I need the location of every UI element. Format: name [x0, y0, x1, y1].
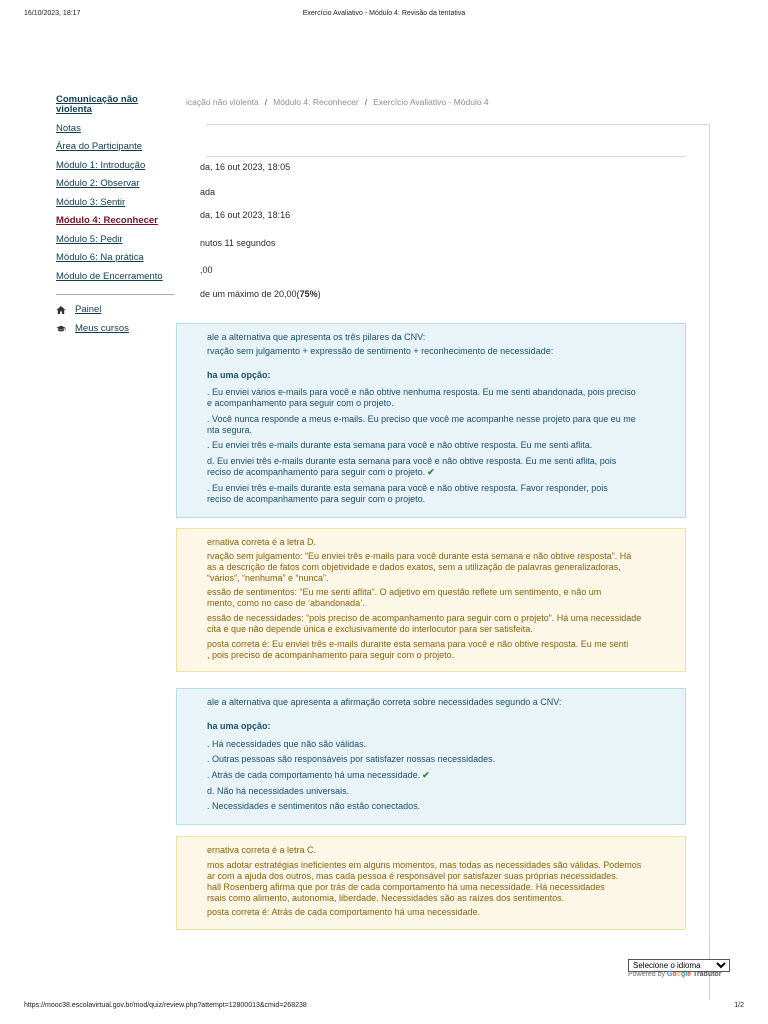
f1-line-1: ernativa correta é a letra D.: [207, 537, 317, 547]
f1-line-3: as a descrição de fatos com objetividade e dados exatos, sem a utilização de palavras generalizadoras,: [207, 562, 621, 572]
f1-line-6: mento, como no caso de ‘abandonada’.: [207, 598, 365, 608]
nav-item-modulo-2[interactable]: Módulo 2: Observar: [56, 178, 140, 189]
summary-divider: [206, 156, 686, 157]
question-1: [176, 323, 686, 518]
f2-line-6: posta correta é: Atrás de cada comportamento há uma necessidade.: [207, 907, 481, 917]
painel-link[interactable]: Painel: [75, 303, 102, 315]
f2-line-1: ernativa correta é a letra C.: [207, 845, 317, 855]
print-page-number: 1/2: [734, 1002, 744, 1009]
nav-painel[interactable]: [56, 305, 176, 315]
q2-option-e[interactable]: . Necessidades e sentimentos não estão conectados.: [207, 801, 421, 811]
breadcrumb-module[interactable]: Módulo 4: Reconhecer: [273, 97, 359, 107]
summary-state: ada: [200, 187, 216, 197]
q1-option-a[interactable]: . Eu enviei vários e-mails para você e não obtive nenhuma resposta. Eu me senti abandonada, pois preciso: [207, 387, 636, 397]
summary-marks: ,00: [200, 265, 213, 275]
print-footer: [24, 1002, 744, 1009]
tradutor-link[interactable]: Tradutor: [693, 971, 722, 978]
f1-line-8: cita e que não depende única e exclusivamente do interlocutor para ser satisfeita.: [207, 624, 533, 634]
main-content: [186, 90, 711, 950]
f1-line-2: rvação sem julgamento: “Eu enviei três e-mails para você durante esta semana e não obtive resposta”. Há: [207, 551, 632, 561]
q1-option-e-cont: reciso de acompanhamento para seguir com o projeto.: [207, 494, 426, 504]
f1-line-5: essão de sentimentos: “Eu me senti aflita”. O adjetivo em questão reflete um sentimento, e não um: [207, 587, 602, 597]
q1-prompt: ha uma opção:: [207, 370, 271, 380]
nav-item-modulo-5[interactable]: Módulo 5: Pedir: [56, 233, 123, 245]
feedback-1: [176, 528, 686, 672]
q2-text-1: ale a alternativa que apresenta a afirmação correta sobre necessidades segundo a CNV:: [207, 697, 562, 707]
f2-line-4: hall Rosenberg afirma que por trás de cada comportamento há uma necessidade. Há necessidades: [207, 882, 605, 892]
nav-divider: [56, 294, 174, 295]
check-icon: ✔: [422, 770, 430, 780]
q2-prompt: ha uma opção:: [207, 721, 271, 731]
q1-option-d-cont: reciso de acompanhamento para seguir com o projeto. ✔: [207, 467, 435, 477]
graduation-cap-icon: [56, 324, 66, 334]
nav-item-modulo-6[interactable]: Módulo 6: Na prática: [56, 252, 144, 263]
grade-percent: 75%: [299, 289, 318, 299]
q1-text-2: rvação sem julgamento + expressão de sentimento + reconhecimento de necessidade:: [207, 346, 554, 356]
f2-line-3: ar com a ajuda dos outros, mas cada pessoa é responsável por satisfazer suas próprias necessidades.: [207, 871, 619, 881]
nav-item-modulo-4[interactable]: Módulo 4: Reconhecer: [56, 215, 158, 226]
summary-time: nutos 11 segundos: [200, 238, 276, 248]
print-title: Exercício Avaliativo - Módulo 4: Revisão da tentativa: [302, 10, 466, 17]
google-logo: Google: [666, 971, 692, 978]
question-2: [176, 688, 686, 825]
nav-item-encerramento[interactable]: Módulo de Encerramento: [56, 270, 163, 282]
nav-meus-cursos[interactable]: [56, 324, 176, 334]
nav-course-title[interactable]: Comunicação não violenta: [56, 94, 138, 115]
print-url: https://mooc38.escolavirtual.gov.br/mod/quiz/review.php?attempt=12800013&cmid=268238: [24, 1002, 307, 1009]
summary-started: da, 16 out 2023, 18:05: [200, 162, 291, 172]
breadcrumb-quiz[interactable]: Exercício Avaliativo - Módulo 4: [373, 97, 489, 107]
print-header: [24, 10, 744, 24]
meus-cursos-link[interactable]: Meus cursos: [75, 322, 129, 334]
powered-by-google: Powered by Google Tradutor: [628, 971, 722, 978]
print-date: 16/10/2023, 18:17: [24, 10, 81, 17]
summary-completed: da, 16 out 2023, 18:16: [200, 210, 291, 220]
nav-item-modulo-3[interactable]: Módulo 3: Sentir: [56, 196, 126, 208]
breadcrumb: icação não violenta / Módulo 4: Reconhecer / Exercício Avaliativo - Módulo 4: [186, 97, 489, 107]
feedback-2: [176, 836, 686, 930]
nav-item-notas[interactable]: Notas: [56, 122, 81, 134]
q2-option-d[interactable]: d. Não há necessidades universais.: [207, 786, 350, 796]
home-icon: [56, 305, 66, 315]
q2-option-b[interactable]: . Outras pessoas são responsáveis por satisfazer nossas necessidades.: [207, 754, 496, 764]
f1-line-10: , pois preciso de acompanhamento para seguir com o projeto.: [207, 650, 455, 660]
q1-option-a-cont: e acompanhamento para seguir com o projeto.: [207, 398, 394, 408]
q1-option-d[interactable]: d. Eu enviei três e-mails durante esta semana para você e não obtive resposta. Eu me senti aflita, pois: [207, 456, 617, 466]
nav-item-modulo-1[interactable]: Módulo 1: Introdução: [56, 159, 146, 171]
q2-option-c[interactable]: . Atrás de cada comportamento há uma necessidade. ✔: [207, 770, 430, 780]
check-icon: ✔: [427, 467, 435, 477]
f1-line-9: posta correta é: Eu enviei três e-mails durante esta semana para você e não obtive resposta. Eu me senti: [207, 639, 629, 649]
q1-option-b-cont: nta segura.: [207, 425, 253, 435]
q1-text-1: ale a alternativa que apresenta os três pilares da CNV:: [207, 332, 426, 342]
f2-line-5: rsais como alimento, autonomia, liberdade. Necessidades são as raízes dos sentimentos.: [207, 893, 565, 903]
q1-option-c[interactable]: . Eu enviei três e-mails durante esta semana para você e não obtive resposta. Eu me senti aflita.: [207, 440, 593, 450]
q1-option-e[interactable]: . Eu enviei três e-mails durante esta semana para você e não obtive resposta. Favor responder, pois: [207, 483, 608, 493]
nav-item-area-participante[interactable]: Área do Participante: [56, 141, 143, 152]
breadcrumb-course[interactable]: icação não violenta: [186, 97, 259, 107]
course-nav: [56, 95, 176, 343]
f2-line-2: mos adotar estratégias ineficientes em alguns momentos, mas todas as necessidades são válidas. Podemos: [207, 860, 642, 870]
f1-line-4: “vários”, “nenhuma” e “nunca”.: [207, 573, 329, 583]
f1-line-7: essão de necessidades: “pois preciso de acompanhamento para seguir com o projeto”. Há uma necessidade: [207, 613, 642, 623]
q1-option-b[interactable]: . Você nunca responde a meus e-mails. Eu preciso que você me acompanhe nesse projeto para que eu me: [207, 414, 636, 424]
q2-option-a[interactable]: . Há necessidades que não são válidas.: [207, 739, 367, 749]
summary-grade: de um máximo de 20,00(75%): [200, 289, 321, 299]
